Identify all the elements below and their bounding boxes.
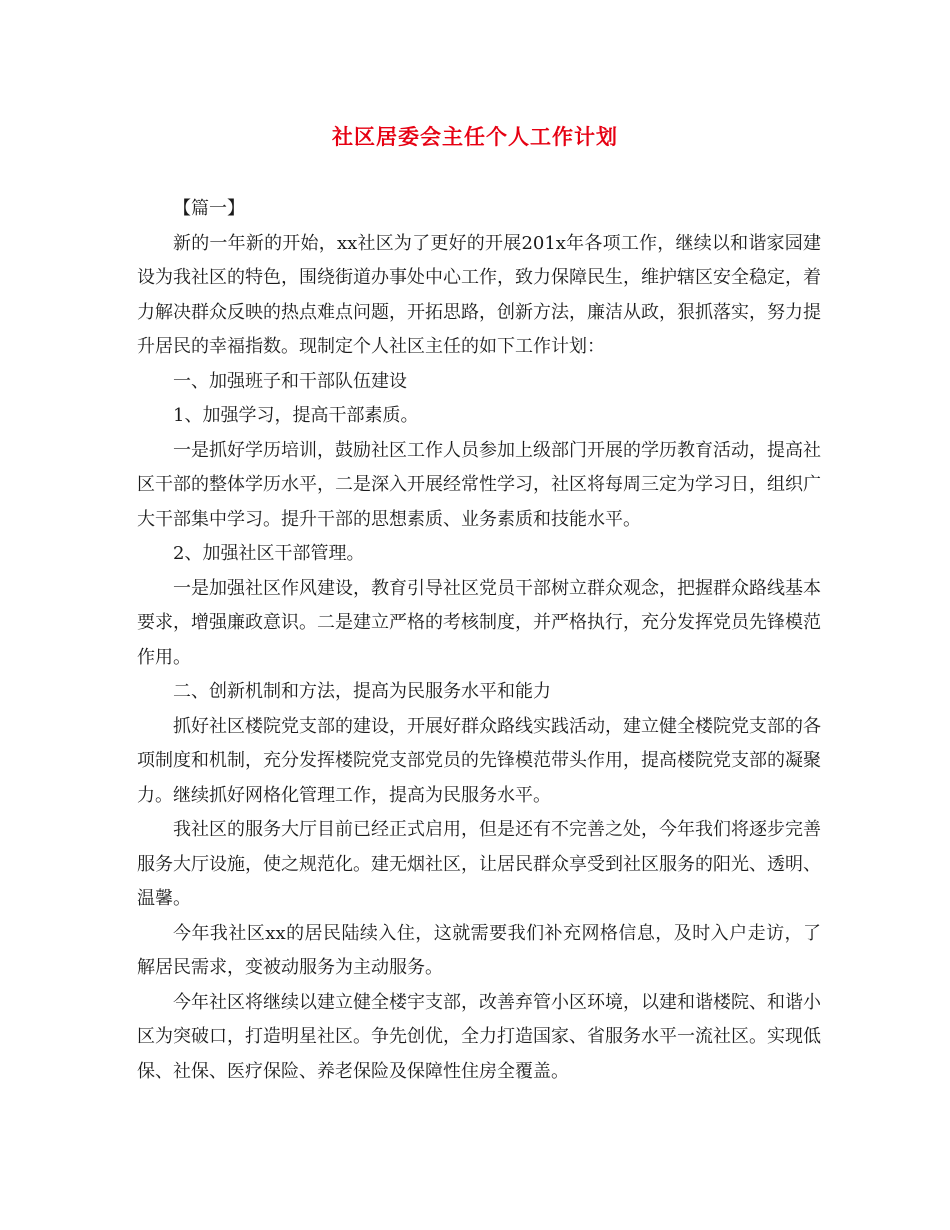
paragraph-community-goals: 今年社区将继续以建立健全楼宇支部，改善弃管小区环境，以建和谐楼院、和谐小区为突破口，打造明星社区。争先创优，全力打造国家、省服务水平一流社区。实现低保、社保、医疗保险、养老保险及保障性住房全覆盖。 <box>137 991 821 1082</box>
paragraph-management: 一是加强社区作风建设，教育引导社区党员干部树立群众观念，把握群众路线基本要求，增强廉政意识。二是建立严格的考核制度，并严格执行，充分发挥党员先锋模范作用。 <box>137 577 821 668</box>
document-body <box>137 192 821 1089</box>
subheading-2: 2、加强社区干部管理。 <box>173 543 365 564</box>
subheading-1: 1、加强学习，提高干部素质。 <box>173 405 419 426</box>
section-heading-2: 二、创新机制和方法，提高为民服务水平和能力 <box>173 681 551 702</box>
section-heading-1: 一、加强班子和干部队伍建设 <box>173 370 407 392</box>
section-heading: 【篇一】 <box>173 198 245 219</box>
paragraph-service-hall: 我社区的服务大厅目前已经正式启用，但是还有不完善之处，今年我们将逐步完善服务大厅设施，使之规范化。建无烟社区，让居民群众享受到社区服务的阳光、透明、温馨。 <box>137 819 821 909</box>
intro-paragraph: 新的一年新的开始，xx社区为了更好的开展201x年各项工作，继续以和谐家园建设为我社区的特色，围绕街道办事处中心工作，致力保障民生，维护辖区安全稳定，着力解决群众反映的热点难点问题，开拓思路，创新方法，廉洁从政，狠抓落实，努力提升居民的幸福指数。现制定个人社区主任的如下工作计划： <box>137 232 821 357</box>
paragraph-party-branch: 抓好社区楼院党支部的建设，开展好群众路线实践活动，建立健全楼院党支部的各项制度和机制，充分发挥楼院党支部党员的先锋模范带头作用，提高楼院党支部的凝聚力。继续抓好网格化管理工作，提高为民服务水平。 <box>137 715 821 806</box>
paragraph-study: 一是抓好学历培训，鼓励社区工作人员参加上级部门开展的学历教育活动，提高社区干部的整体学历水平，二是深入开展经常性学习，社区将每周三定为学习日，组织广大干部集中学习。提升干部的思想素质、业务素质和技能水平。 <box>137 439 821 530</box>
document-title: 社区居委会主任个人工作计划 <box>332 124 618 149</box>
paragraph-residents: 今年我社区xx的居民陆续入住，这就需要我们补充网格信息，及时入户走访，了解居民需求，变被动服务为主动服务。 <box>137 922 821 978</box>
